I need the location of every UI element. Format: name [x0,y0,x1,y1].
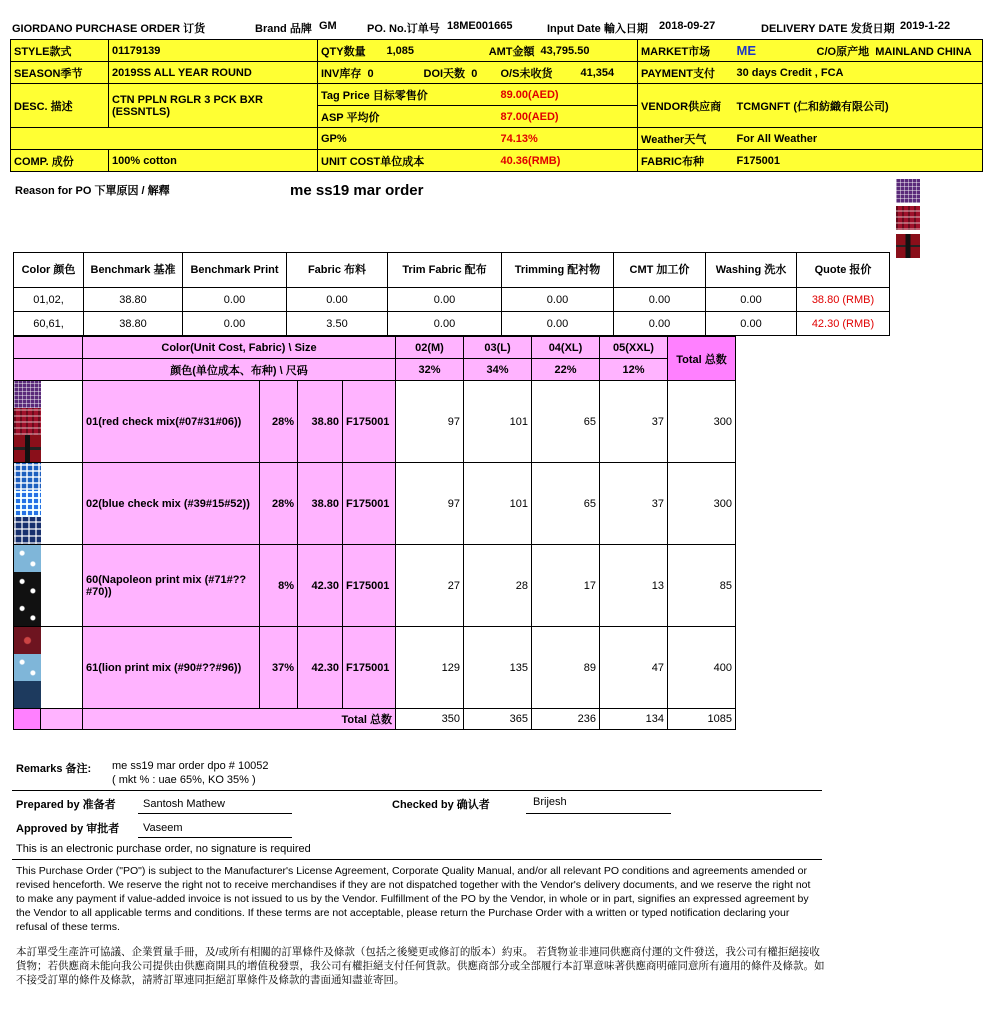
po-number-value: 18ME001665 [447,20,513,32]
order-info-table [10,39,983,172]
fabric-swatch-blue-check [14,463,41,490]
table-row [14,288,890,312]
qty-cell: 37 [600,381,668,463]
cost-col-color: Color 颜色 [14,253,84,288]
season-value: 2019SS ALL YEAR ROUND [109,62,318,84]
qty-cell: 101 [464,463,532,545]
color-cost: 38.80 [298,381,343,463]
fabric-swatch-light-blue-print [14,545,41,572]
fabric-value: F175001 [734,150,983,172]
swatch-cell [14,545,41,627]
table-row [14,627,736,709]
color-size-header: Color(Unit Cost, Fabric) \ Size [83,337,396,359]
po-number-label: PO. No.订单号 [367,23,440,35]
style-label: STYLE款式 [11,40,109,62]
remarks-label: Remarks 备注: [16,763,92,775]
cost-cell: 0.00 [502,312,614,336]
asp-value: 87.00(AED) [498,106,638,128]
electronic-note: This is an electronic purchase order, no signature is required [16,843,311,855]
cost-col-cmt: CMT 加工价 [614,253,706,288]
image-cell [41,545,83,627]
fabric-swatch-dark-check [896,234,920,258]
season-label: SEASON季节 [11,62,109,84]
quote-cell: 42.30 (RMB) [797,312,890,336]
cost-col-benchmark: Benchmark 基准 [84,253,183,288]
color-cost: 42.30 [298,627,343,709]
totals-spacer [41,709,83,730]
fabric-swatch-dark-check [14,435,41,462]
color-pct: 8% [260,545,298,627]
fabric-swatch-light-blue-check [14,490,41,517]
po-title: GIORDANO PURCHASE ORDER 订货 [12,23,206,35]
unit-cost-label: UNIT COST单位成本 [318,150,498,172]
size-header-l: 03(L) [464,337,532,359]
brand-value: GM [319,20,337,32]
cost-cell: 38.80 [84,312,183,336]
color-name: 02(blue check mix (#39#15#52)) [83,463,260,545]
qty-cell: 101 [464,381,532,463]
size-header-m: 02(M) [396,337,464,359]
market-label: MARKET市场 [638,40,734,62]
approved-by-label: Approved by 审批者 [16,823,120,835]
qty-cell: 13 [600,545,668,627]
weather-value: For All Weather [734,128,983,150]
size-pct-row [14,359,736,381]
table-row [14,312,890,336]
size-pct-xl: 22% [532,359,600,381]
input-date-value: 2018-09-27 [659,20,716,32]
fabric-swatch-black-print [14,599,41,626]
qty-cell: 65 [532,381,600,463]
color-pct: 28% [260,381,298,463]
grand-total-m: 350 [396,709,464,730]
weather-label: Weather天气 [638,128,734,150]
brand-label: Brand 品牌 [255,23,312,35]
size-header-xxl: 05(XXL) [600,337,668,359]
header-spacer [14,337,83,359]
market-value: ME [734,40,814,62]
swatch-cell [14,381,41,463]
qty-label: QTY数量 [318,40,384,62]
cost-cell: 0.00 [706,312,797,336]
cost-cell: 3.50 [287,312,388,336]
color-cost: 38.80 [298,463,343,545]
color-name: 01(red check mix(#07#31#06)) [83,381,260,463]
cost-header-row [14,253,890,288]
cost-cell: 0.00 [388,312,502,336]
asp-label: ASP 平均价 [318,106,498,128]
cost-cell: 0.00 [614,288,706,312]
cost-cell: 0.00 [183,288,287,312]
origin-value: MAINLAND CHINA [875,45,972,58]
gp-label: GP% [318,128,498,150]
table-row [14,463,736,545]
size-pct-m: 32% [396,359,464,381]
qty-cell: 97 [396,381,464,463]
os-label: O/S未收货 [498,62,578,84]
checked-by-label: Checked by 确认者 [392,799,490,811]
remarks-line-1: me ss19 mar order dpo # 10052 [112,760,269,772]
color-size-header-zh: 颜色(单位成本、布种) \ 尺码 [83,359,396,381]
cost-cell: 38.80 [84,288,183,312]
table-row [14,381,736,463]
qty-cell: 47 [600,627,668,709]
color-fabric: F175001 [343,381,396,463]
tag-price-value: 89.00(AED) [498,84,638,106]
image-cell [41,381,83,463]
cost-col-trim-fabric: Trim Fabric 配布 [388,253,502,288]
payment-value: 30 days Credit , FCA [734,62,983,84]
amt-label: AMT金額 [428,40,538,62]
unit-cost-value: 40.36(RMB) [498,150,638,172]
cost-cell: 0.00 [287,288,388,312]
qty-cell: 17 [532,545,600,627]
fabric-swatch-black-print [14,572,41,599]
color-fabric: F175001 [343,545,396,627]
table-row [14,545,736,627]
image-cell [41,627,83,709]
tag-price-label: Tag Price 目标零售价 [318,84,498,106]
row-total: 85 [668,545,736,627]
quote-cell: 38.80 (RMB) [797,288,890,312]
cost-col-washing: Washing 洗水 [706,253,797,288]
legal-terms-zh: 本訂單受生產許可協議、企業質量手冊，及/或所有相關的訂單條件及條款（包括之後變更或修訂的版本）約束。 若貨物並非連同供應商付運的文件發送，我公司有權拒絕接收貨物；若供應商未能向我公司提供由供應商開具的增值稅發票，我公司有權拒絕支付任何貨款。供應商部分或全部履行本訂單意味著供應商明確同意所有適用的條件及條款。如不接受訂單的條件及條款，請將訂單連同拒絕訂單條件及條款的書面通知盡並寄回。 [16,946,825,986]
divider [12,790,822,791]
totals-spacer [14,709,41,730]
swatch-cell [14,463,41,545]
signature-line [138,813,292,814]
qty-cell: 89 [532,627,600,709]
approved-by-value: Vaseem [143,822,183,834]
size-header-row [14,337,736,359]
desc-value: CTN PPLN RGLR 3 PCK BXR (ESSNTLS) [109,84,318,128]
inv-value: 0 [367,67,374,80]
blank-cell [11,128,318,150]
fabric-swatch-purple-check [896,179,920,203]
checked-by-value: Brijesh [533,796,567,808]
origin-cell [814,40,983,62]
reason-label: Reason for PO 下單原因 / 解釋 [15,185,170,197]
cost-cell: 60,61, [14,312,84,336]
remarks-line-2: ( mkt % : uae 65%, KO 35% ) [112,774,256,786]
divider [12,859,822,860]
cost-col-fabric: Fabric 布料 [287,253,388,288]
cost-cell: 0.00 [706,288,797,312]
size-pct-xxl: 12% [600,359,668,381]
swatch-cell [14,627,41,709]
signature-line [526,813,671,814]
doi-value: 0 [471,67,478,80]
fabric-swatch-red-check [896,206,920,230]
fabric-swatch-navy-check [14,517,41,544]
color-pct: 37% [260,627,298,709]
comp-label: COMP. 成份 [11,150,109,172]
color-name: 60(Napoleon print mix (#71#?? #70)) [83,545,260,627]
reason-value: me ss19 mar order [290,182,424,199]
fabric-swatch-red-check [14,408,41,435]
payment-label: PAYMENT支付 [638,62,734,84]
color-cost: 42.30 [298,545,343,627]
cost-cell: 0.00 [183,312,287,336]
size-header-xl: 04(XL) [532,337,600,359]
qty-cell: 97 [396,463,464,545]
color-fabric: F175001 [343,627,396,709]
qty-cell: 27 [396,545,464,627]
image-cell [41,463,83,545]
qty-cell: 129 [396,627,464,709]
cost-cell: 0.00 [388,288,502,312]
grand-total-label: Total 总数 [83,709,396,730]
qty-value: 1,085 [384,40,428,62]
color-fabric: F175001 [343,463,396,545]
os-value: 41,354 [578,62,638,84]
fabric-label: FABRIC布种 [638,150,734,172]
cost-breakdown-table [13,252,890,336]
vendor-label: VENDOR供应商 [638,84,734,128]
row-total: 300 [668,381,736,463]
cost-col-benchmark-print: Benchmark Print [183,253,287,288]
header-bar [12,20,982,34]
header-spacer [14,359,83,381]
fabric-swatch-maroon-print [14,627,41,654]
inv-cell [318,62,384,84]
cost-col-trimming: Trimming 配衬物 [502,253,614,288]
grand-total-xxl: 134 [600,709,668,730]
cost-cell: 0.00 [614,312,706,336]
grand-total-all: 1085 [668,709,736,730]
origin-label: C/O原产地 [816,45,870,58]
legal-terms-en: This Purchase Order ("PO") is subject to the Manufacturer's License Agreement, Corporate Quality Manual, and/or all relevant PO conditions and agreements amended or revised henceforth. We reserve the right not to receive merchandises if they are not dispatched together with the Vendor's delivery documents, and we reserve the right not to make any payment if value-added invoice is not issued to us by the Vendor. Fulfillment of the PO by the Vendor, in whole or in part, signifies an expressed agreement by the Vendor to all applicable terms and conditions. If these terms are not acceptable, please return the Purchase Order with a written or typed notification declaring your refusal of these terms. [16,865,811,933]
cost-col-quote: Quote 报价 [797,253,890,288]
size-pct-l: 34% [464,359,532,381]
grand-total-xl: 236 [532,709,600,730]
delivery-date-value: 2019-1-22 [900,20,951,32]
color-pct: 28% [260,463,298,545]
amt-value: 43,795.50 [538,40,638,62]
comp-value: 100% cotton [109,150,318,172]
signature-line [138,837,292,838]
input-date-label: Input Date 輸入日期 [547,23,648,35]
cost-cell: 01,02, [14,288,84,312]
gp-value: 74.13% [498,128,638,150]
qty-cell: 135 [464,627,532,709]
delivery-date-label: DELIVERY DATE 发货日期 [761,23,895,35]
vendor-value: TCMGNFT (仁和紡織有限公司) [734,84,983,128]
totals-row [14,709,736,730]
prepared-by-label: Prepared by 准备者 [16,799,116,811]
style-value: 01179139 [109,40,318,62]
inv-label: INV库存 [321,67,362,80]
fabric-swatch-light-blue-print [14,654,41,681]
doi-label: DOI天数 [423,67,466,80]
fabric-swatch-navy-print [14,681,41,708]
prepared-by-value: Santosh Mathew [143,798,225,810]
doi-cell [384,62,498,84]
color-name: 61(lion print mix (#90#??#96)) [83,627,260,709]
total-header: Total 总数 [668,337,736,381]
grand-total-l: 365 [464,709,532,730]
row-total: 300 [668,463,736,545]
qty-cell: 37 [600,463,668,545]
desc-label: DESC. 描述 [11,84,109,128]
size-breakdown-table [13,336,736,730]
cost-cell: 0.00 [502,288,614,312]
fabric-swatch-purple-check [14,381,41,408]
qty-cell: 65 [532,463,600,545]
row-total: 400 [668,627,736,709]
qty-cell: 28 [464,545,532,627]
